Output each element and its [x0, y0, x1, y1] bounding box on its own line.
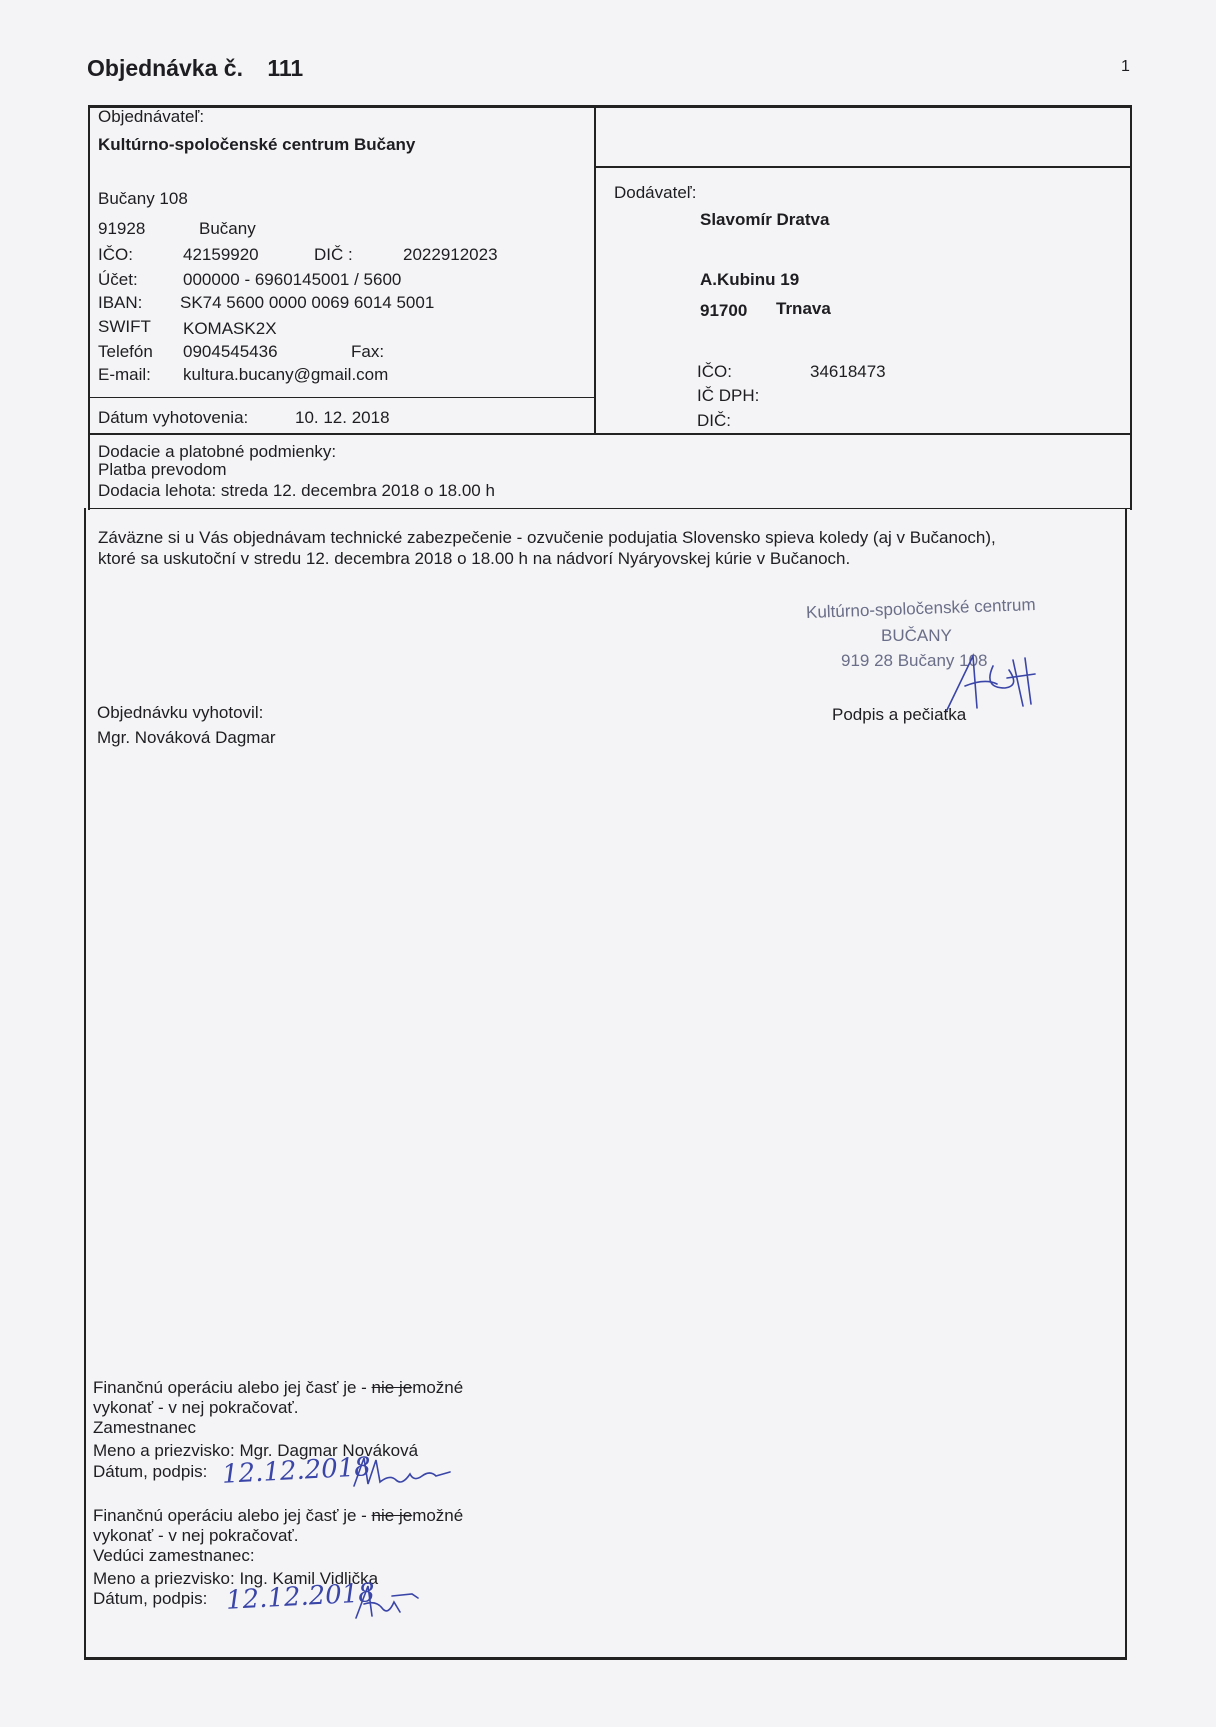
frame-supplier-top: [594, 166, 1132, 168]
orderer-swift: KOMASK2X: [183, 319, 277, 338]
supplier-name: Slavomír Dratva: [700, 210, 830, 229]
orderer-dic-label: DIČ :: [314, 245, 353, 264]
terms-payment: Platba prevodom: [98, 460, 227, 479]
frame-body-top: [88, 508, 1132, 509]
issue-date-value: 10. 12. 2018: [295, 408, 390, 427]
orderer-ico-label: IČO:: [98, 245, 133, 264]
orderer-fax-label: Fax:: [351, 342, 385, 361]
prepared-name: Mgr. Nováková Dagmar: [97, 728, 276, 747]
financial1-signature: [350, 1452, 460, 1492]
orderer-dic: 2022912023: [403, 245, 498, 264]
orderer-iban: SK74 5600 0000 0069 6014 5001: [180, 293, 435, 312]
orderer-label: Objednávateľ:: [98, 107, 205, 126]
document-title: [87, 55, 303, 82]
orderer-account: 000000 - 6960145001 / 5600: [183, 270, 402, 289]
issue-date-label: Dátum vyhotovenia:: [98, 408, 249, 427]
frame-terms-top: [88, 433, 1132, 435]
financial2-text-a: Finančnú operáciu alebo jej časť je -: [93, 1506, 367, 1525]
orderer-phone: 0904545436: [183, 342, 278, 361]
frame-top: [88, 105, 1132, 108]
financial2-signature: [352, 1582, 432, 1622]
supplier-icdph-label: IČ DPH:: [697, 386, 760, 405]
orderer-account-label: Účet:: [98, 270, 138, 289]
stamp-line-2: BUČANY: [881, 626, 952, 645]
frame-left-lower: [84, 508, 86, 1660]
frame-bottom: [84, 1657, 1127, 1660]
financial2-line1: [93, 1506, 463, 1526]
supplier-ico-label: IČO:: [697, 362, 732, 381]
financial1-date-label: Dátum, podpis:: [93, 1462, 208, 1481]
financial1-text-a: Finančnú operáciu alebo jej časť je -: [93, 1378, 367, 1397]
sign-stamp-label: Podpis a pečiatka: [832, 705, 967, 724]
orderer-city: Bučany: [199, 219, 256, 238]
orderer-name: Kultúrno-spoločenské centrum Bučany: [98, 135, 416, 154]
title-prefix: Objednávka č.: [87, 55, 243, 81]
orderer-swift-label: SWIFT: [98, 317, 151, 336]
supplier-dic-label: DIČ:: [697, 411, 731, 430]
orderer-email-label: E-mail:: [98, 365, 151, 384]
financial1-role: Zamestnanec: [93, 1418, 196, 1437]
supplier-label: Dodávateľ:: [614, 183, 697, 202]
page-number: 1: [1121, 58, 1130, 75]
frame-divider-vertical: [594, 105, 596, 433]
frame-left-upper: [88, 105, 90, 510]
financial2-struck: nie je: [371, 1506, 413, 1525]
supplier-zip: 91700: [700, 301, 748, 320]
financial2-name: Meno a priezvisko: Ing. Kamil Vidlička: [93, 1569, 379, 1588]
frame-date-top: [88, 397, 596, 398]
stamp-line-1: Kultúrno-spoločenské centrum: [805, 594, 1036, 623]
orderer-street: Bučany 108: [98, 189, 188, 208]
orderer-iban-label: IBAN:: [98, 293, 143, 312]
orderer-zip: 91928: [98, 219, 146, 238]
financial2-handwritten-date: 12.12.2018: [225, 1578, 376, 1616]
prepared-label: Objednávku vyhotovil:: [97, 703, 264, 722]
supplier-ico: 34618473: [810, 362, 886, 381]
financial1-line1: [93, 1378, 463, 1398]
body-line-1: Záväzne si u Vás objednávam technické zabezpečenie - ozvučenie podujatia Slovensko spieva koledy (aj v Bučanoch),: [98, 528, 996, 547]
body-line-2: ktoré sa uskutoční v stredu 12. decembra 2018 o 18.00 h na nádvorí Nyáryovskej kúrie v Bučanoch.: [98, 549, 851, 568]
financial1-name: Meno a priezvisko: Mgr. Dagmar Nováková: [93, 1441, 419, 1460]
supplier-city: Trnava: [776, 299, 831, 318]
financial1-handwritten-date: 12.12.2018: [221, 1452, 372, 1490]
financial2-role: Vedúci zamestnanec:: [93, 1546, 255, 1565]
order-number: 111: [267, 55, 304, 81]
financial2-text-b: možné: [412, 1506, 464, 1525]
financial1-struck: nie je: [371, 1378, 413, 1397]
terms-label: Dodacie a platobné podmienky:: [98, 442, 337, 461]
frame-right-lower: [1125, 508, 1127, 1660]
financial2-date-label: Dátum, podpis:: [93, 1589, 208, 1608]
orderer-email: kultura.bucany@gmail.com: [183, 365, 389, 384]
supplier-street: A.Kubinu 19: [700, 270, 800, 289]
financial2-line2: vykonať - v nej pokračovať.: [93, 1526, 299, 1545]
orderer-ico: 42159920: [183, 245, 259, 264]
stamp-line-3: 919 28 Bučany 108: [841, 651, 988, 670]
financial1-text-b: možné: [412, 1378, 464, 1397]
terms-delivery: Dodacia lehota: streda 12. decembra 2018 o 18.00 h: [98, 481, 495, 500]
orderer-phone-label: Telefón: [98, 342, 153, 361]
financial1-line2: vykonať - v nej pokračovať.: [93, 1398, 299, 1417]
